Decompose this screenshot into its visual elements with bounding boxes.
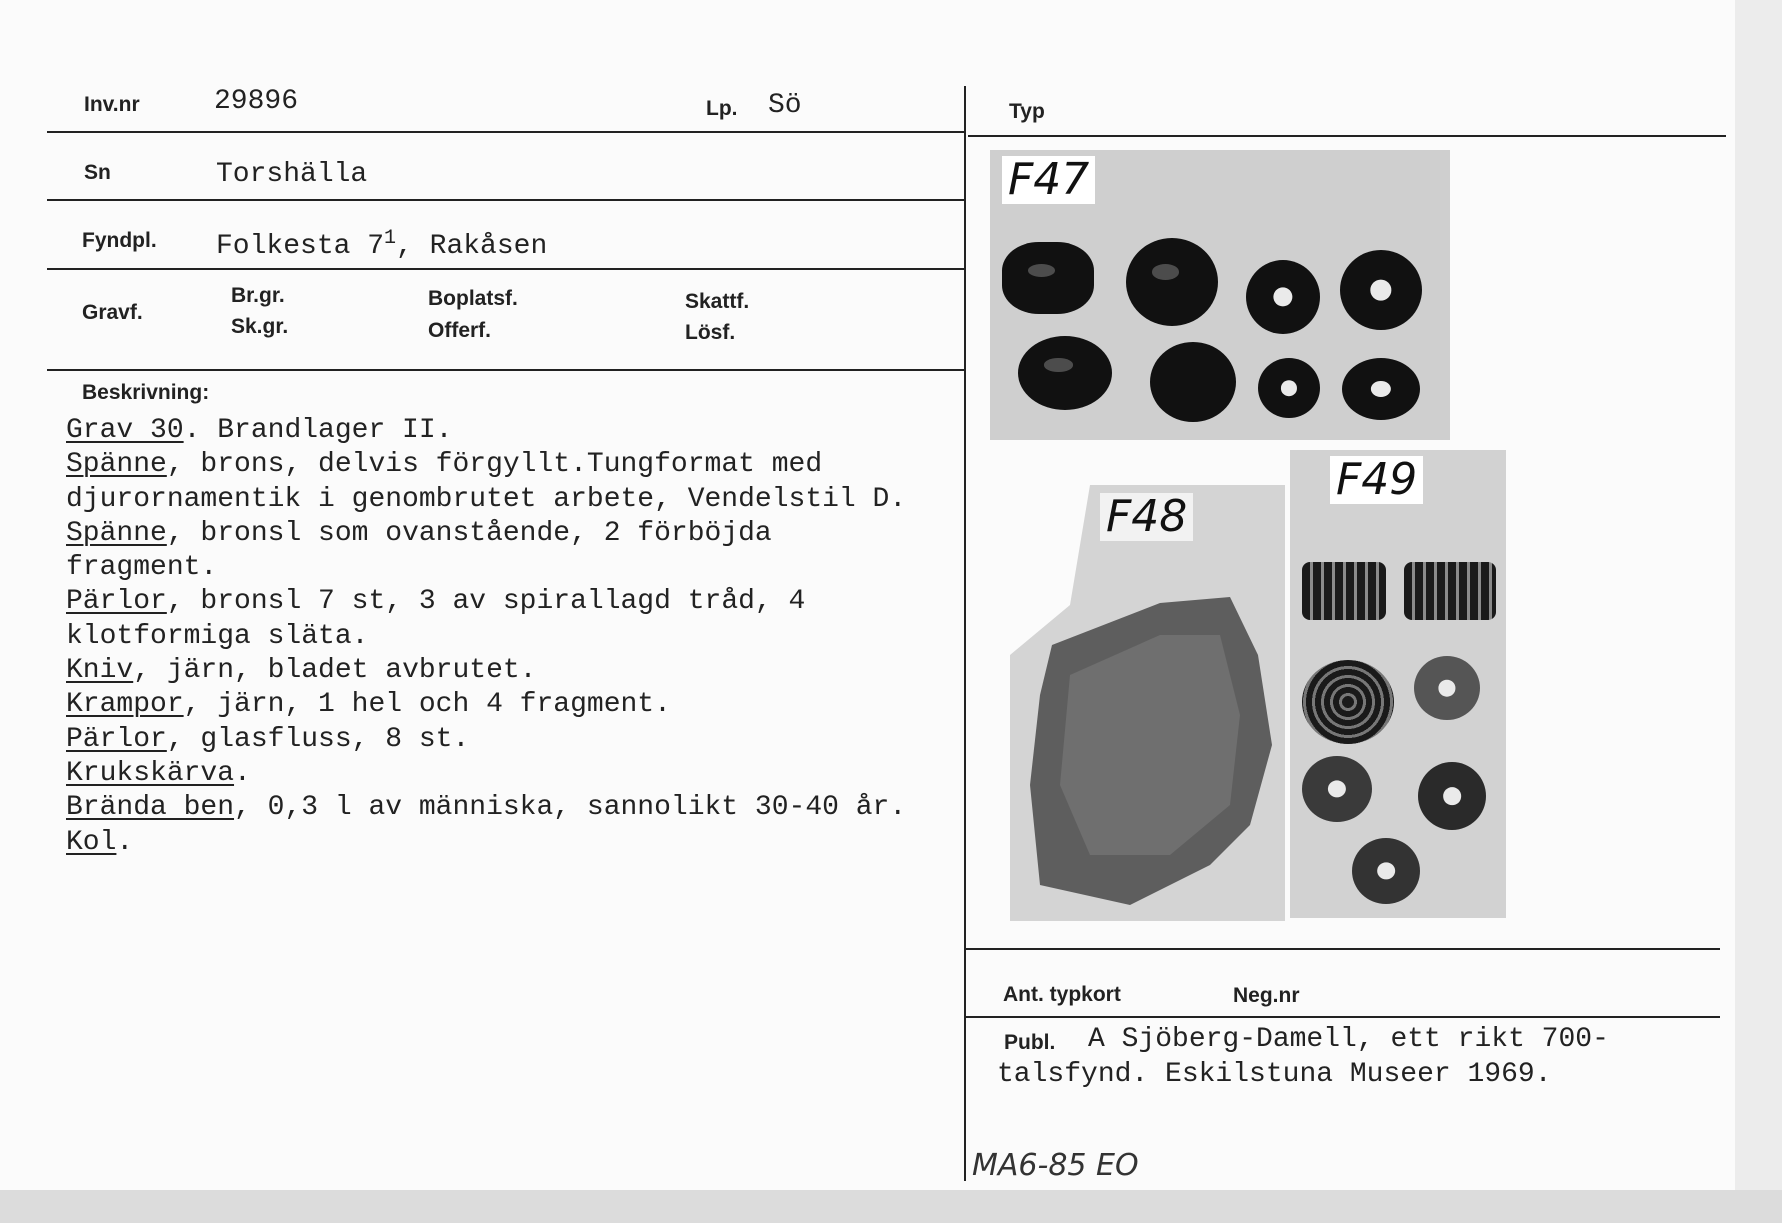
- description-line: [66, 551, 1006, 585]
- beskrivning-label: Beskrivning:: [82, 381, 210, 404]
- fyndpl-value: [216, 227, 547, 262]
- lp-value: Sö: [768, 90, 802, 121]
- spiral-bead-icon: [1302, 562, 1386, 620]
- invnr-label: Inv.nr: [84, 93, 140, 116]
- photo-f49-bronze-beads: [1290, 450, 1506, 918]
- boplatsf-label: Boplatsf.: [428, 287, 518, 310]
- scan-edge-bottom: [0, 1190, 1782, 1223]
- bead-icon: [1352, 838, 1420, 904]
- publ-line2: talsfynd. Eskilstuna Museer 1969.: [997, 1059, 1552, 1090]
- invnr-value: 29896: [214, 86, 299, 117]
- description-line: [66, 448, 1006, 482]
- bead-icon: [1340, 250, 1422, 330]
- fyndpl-label: Fyndpl.: [82, 229, 157, 252]
- fyndpl-sup: 1: [384, 227, 397, 250]
- rule-typ: [968, 135, 1726, 137]
- bead-icon: [1302, 756, 1372, 822]
- bead-icon: [1150, 342, 1236, 422]
- description-text: , brons, delvis förgyllt.Tungformat med: [166, 449, 823, 481]
- bead-icon: [1418, 762, 1486, 830]
- rule-header: [47, 131, 964, 133]
- offerf-label: Offerf.: [428, 319, 491, 342]
- description-line: [66, 654, 1006, 688]
- spiral-bead-icon: [1404, 562, 1496, 620]
- bead-icon: [1126, 238, 1218, 326]
- description-keyword: Pärlor: [66, 586, 167, 618]
- rule-footer-top: [966, 948, 1720, 950]
- fyndpl-suffix: , Rakåsen: [396, 231, 548, 262]
- bead-icon: [1002, 242, 1094, 314]
- description-line: [66, 723, 1006, 757]
- description-text: fragment.: [66, 552, 218, 584]
- sn-label: Sn: [84, 161, 111, 184]
- description-text: , glasfluss, 8 st.: [166, 723, 470, 755]
- publ-label: Publ.: [1004, 1031, 1056, 1054]
- description-text: .: [116, 826, 134, 858]
- bead-icon: [1414, 656, 1480, 720]
- photo-f49-label: F49: [1330, 456, 1423, 504]
- description-line: [66, 517, 1006, 551]
- description-keyword: Brända ben: [66, 792, 235, 824]
- description-text: , bronsl som ovanstående, 2 förböjda: [166, 517, 772, 549]
- photo-f47-label: F47: [1002, 156, 1095, 204]
- description-keyword: Spänne: [66, 449, 167, 481]
- typ-label: Typ: [1009, 100, 1045, 123]
- losf-label: Lösf.: [685, 321, 736, 344]
- description-text: djurornamentik i genombrutet arbete, Vendelstil D.: [66, 483, 907, 515]
- skgr-label: Sk.gr.: [231, 315, 289, 338]
- description-line: [66, 585, 1006, 619]
- description-text: . Brandlager II.: [183, 415, 453, 446]
- photo-f47-glass-beads: [990, 150, 1450, 440]
- fyndpl-place: Folkesta 7: [216, 231, 385, 262]
- bead-icon: [1258, 358, 1320, 418]
- description-line: [66, 483, 1006, 517]
- bead-icon: [1246, 260, 1320, 334]
- rule-gravf: [47, 369, 964, 371]
- bead-icon: [1342, 358, 1420, 420]
- scan-edge-right: [1735, 0, 1782, 1190]
- description-line: [66, 791, 1006, 825]
- publ-line1: A Sjöberg-Damell, ett rikt 700-: [1088, 1024, 1609, 1055]
- description-text: , 0,3 l av människa, sannolikt 30-40 år.: [234, 792, 907, 824]
- description-block: [66, 414, 1006, 860]
- description-line: [66, 688, 1006, 722]
- spiral-bead-icon: [1302, 660, 1394, 744]
- description-line: [66, 414, 1006, 448]
- description-line: [66, 826, 1006, 860]
- description-text: , järn, 1 hel och 4 fragment.: [183, 689, 671, 721]
- handwritten-note: MA6-85 EO: [972, 1148, 1139, 1183]
- description-keyword: Spänne: [66, 517, 167, 549]
- photo-f48-pot-sherd: [1010, 485, 1285, 921]
- ant-typkort-label: Ant. typkort: [1003, 983, 1121, 1006]
- description-keyword: Pärlor: [66, 723, 167, 755]
- bead-icon: [1018, 336, 1112, 410]
- sn-value: Torshälla: [216, 159, 368, 190]
- description-text: , bronsl 7 st, 3 av spirallagd tråd, 4: [166, 586, 806, 618]
- negnr-label: Neg.nr: [1233, 984, 1300, 1007]
- sherd-photo-drawing: [1010, 485, 1285, 921]
- rule-footer: [966, 1016, 1720, 1018]
- description-keyword: Kniv: [66, 655, 134, 687]
- description-line: [66, 620, 1006, 654]
- photo-f48-label: F48: [1100, 493, 1193, 541]
- lp-label: Lp.: [706, 97, 738, 120]
- skattf-label: Skattf.: [685, 290, 750, 313]
- description-keyword: Krampor: [66, 689, 184, 721]
- description-keyword: Krukskärva: [66, 757, 235, 789]
- description-line: [66, 757, 1006, 791]
- description-text: , järn, bladet avbrutet.: [133, 655, 537, 687]
- description-text: .: [234, 757, 251, 789]
- description-keyword: Kol: [66, 826, 117, 858]
- description-keyword: Grav 30: [66, 415, 184, 446]
- brgr-label: Br.gr.: [231, 284, 285, 307]
- rule-sn: [47, 199, 964, 201]
- gravf-label: Gravf.: [82, 301, 143, 324]
- description-text: klotformiga släta.: [66, 620, 369, 652]
- rule-fyndpl: [47, 268, 964, 270]
